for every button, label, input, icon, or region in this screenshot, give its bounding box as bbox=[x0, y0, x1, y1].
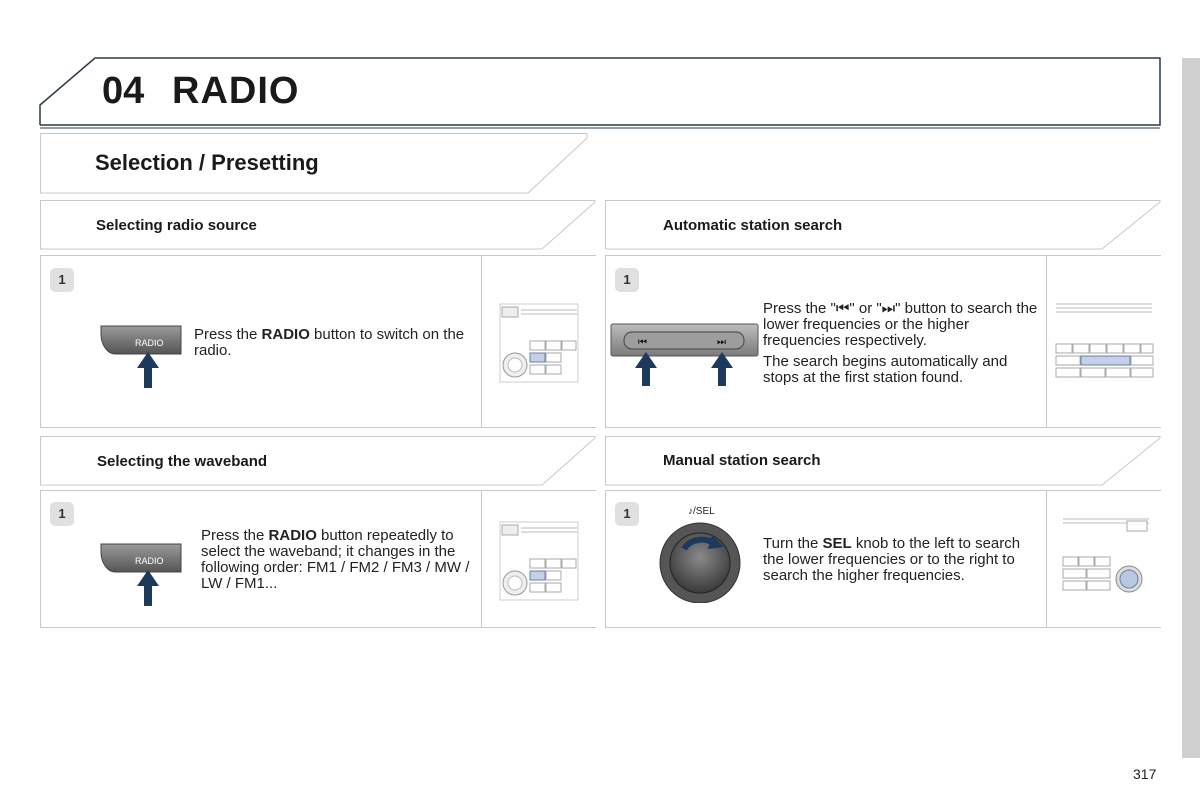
radio-button-label: RADIO bbox=[135, 556, 164, 566]
radio-front-thumbnail bbox=[1046, 491, 1161, 627]
sel-knob-illustration bbox=[658, 519, 742, 603]
chapter-title: RADIO bbox=[172, 70, 300, 112]
waveband-panel bbox=[40, 490, 596, 628]
up-arrow-icon bbox=[711, 352, 733, 386]
manual-search-title: Manual station search bbox=[663, 452, 821, 469]
step-badge: 1 bbox=[615, 268, 639, 292]
radio-button-illustration bbox=[97, 322, 187, 392]
up-arrow-icon bbox=[137, 570, 159, 606]
page-number: 317 bbox=[1133, 766, 1157, 782]
auto-search-description-1: Press the "⏮" or "⏭" button to search the lower frequencies or the higher frequencies respectively. bbox=[763, 300, 1038, 349]
auto-search-title: Automatic station search bbox=[663, 217, 843, 234]
radio-front-thumbnail bbox=[481, 256, 596, 427]
radio-front-thumbnail-image bbox=[1061, 515, 1151, 599]
radio-front-thumbnail-image bbox=[499, 519, 579, 601]
auto-search-panel bbox=[605, 255, 1161, 428]
manual-search-panel bbox=[605, 490, 1161, 628]
up-arrow-icon bbox=[137, 352, 159, 388]
step-badge: 1 bbox=[50, 268, 74, 292]
radio-source-title: Selecting radio source bbox=[96, 217, 257, 234]
radio-front-thumbnail bbox=[1046, 256, 1161, 427]
radio-front-thumbnail-image bbox=[499, 301, 579, 383]
seek-buttons-illustration bbox=[610, 322, 760, 388]
radio-front-thumbnail-image bbox=[1054, 300, 1154, 382]
step-badge: 1 bbox=[50, 502, 74, 526]
auto-search-description-2: The search begins automatically and stops at the first station found. bbox=[763, 353, 1008, 386]
up-arrow-icon bbox=[635, 352, 657, 386]
waveband-description: Press the RADIO button repeatedly to select the waveband; it changes in the following order: FM1 / FM2 / FM3 / MW / LW / FM1... bbox=[201, 527, 470, 592]
radio-front-thumbnail bbox=[481, 491, 596, 627]
section-title: Selection / Presetting bbox=[95, 150, 319, 175]
chapter-number: 04 bbox=[102, 70, 145, 112]
radio-button-label: RADIO bbox=[135, 338, 164, 348]
radio-source-description: Press the RADIO button to switch on the radio. bbox=[194, 326, 465, 359]
sel-knob-label: ♪/SEL bbox=[688, 506, 715, 517]
radio-source-panel bbox=[40, 255, 596, 428]
waveband-title: Selecting the waveband bbox=[97, 453, 268, 470]
radio-button-illustration bbox=[97, 540, 187, 608]
seek-forward-icon: ⏭ bbox=[717, 337, 726, 348]
side-tab bbox=[1182, 58, 1200, 758]
seek-back-icon: ⏮ bbox=[638, 337, 647, 348]
manual-search-description: Turn the SEL knob to the left to search the lower frequencies or to the right to search the higher frequencies. bbox=[763, 535, 1021, 584]
step-badge: 1 bbox=[615, 502, 639, 526]
